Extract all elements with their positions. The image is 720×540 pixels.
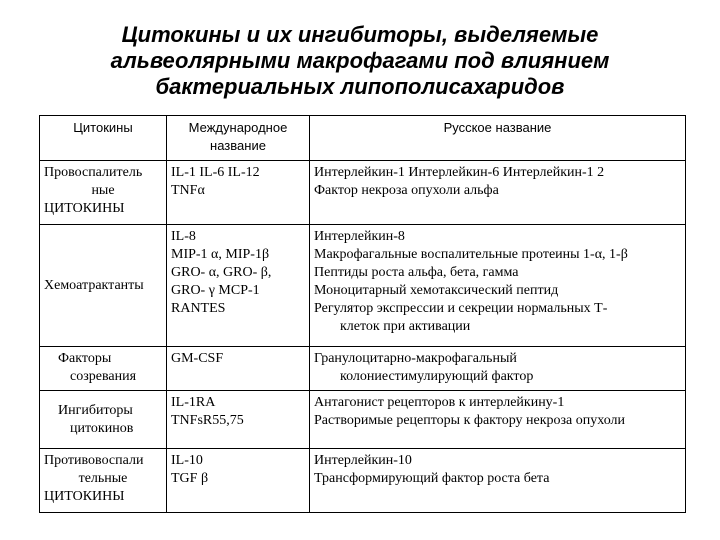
ru-name-line: Регулятор экспрессии и секреции нормальных Т- — [314, 301, 608, 316]
table-row — [40, 161, 686, 225]
ru-name-line: клеток при активации — [340, 319, 471, 334]
category-line: Факторы — [58, 351, 112, 366]
ru-name-cell — [310, 161, 686, 225]
category-cell — [40, 449, 167, 513]
intl-name-cell — [167, 449, 310, 513]
category-line: Провоспалитель — [44, 165, 143, 180]
title-line-2: альвеолярными макрофагами под влиянием — [110, 48, 610, 73]
intl-name-line: IL-8 — [171, 229, 196, 244]
intl-name-cell — [167, 391, 310, 449]
category-cell — [40, 347, 167, 391]
ru-name-line: Трансформирующий фактор роста бета — [314, 471, 550, 486]
intl-name-line: GRO- α, GRO- β, — [171, 265, 272, 280]
header-cytokines: Цитокины — [40, 116, 167, 161]
intl-name-line: GRO- γ MCP-1 — [171, 283, 260, 298]
category-line: Противовоспали — [44, 453, 144, 468]
category-line: ные — [91, 183, 115, 198]
intl-name-line: GM-CSF — [171, 351, 224, 366]
ru-name-line: Растворимые рецепторы к фактору некроза опухоли — [314, 413, 626, 428]
ru-name-line: Макрофагальные воспалительные протеины 1-α, 1-β — [314, 247, 628, 262]
header-international-name-line-1: Международное — [188, 120, 288, 135]
category-cell — [40, 391, 167, 449]
ru-name-line: колониестимулирующий фактор — [340, 369, 534, 384]
intl-name-line: TNFα — [171, 183, 205, 198]
category-line: созревания — [70, 369, 137, 384]
header-international-name-line-2: название — [210, 138, 266, 153]
intl-name-line: IL-1RA — [171, 395, 216, 410]
category-cell — [40, 225, 167, 347]
table-header-row — [40, 116, 686, 161]
ru-name-line: Гранулоцитарно-макрофагальный — [314, 351, 517, 366]
ru-name-line: Интерлейкин-10 — [314, 453, 412, 468]
table-row — [40, 225, 686, 347]
intl-name-line: RANTES — [171, 301, 226, 316]
header-international-name — [167, 116, 310, 161]
intl-name-line: IL-10 — [171, 453, 203, 468]
intl-name-line: MIP-1 α, MIP-1β — [171, 247, 270, 262]
title-line-3: бактериальных липополисахаридов — [155, 74, 565, 99]
intl-name-cell — [167, 225, 310, 347]
category-line: Ингибиторы — [58, 402, 133, 418]
category-line: цитокинов — [70, 420, 134, 436]
ru-name-line: Интерлейкин-1 Интерлейкин-6 Интерлейкин-1 2 — [314, 165, 605, 180]
ru-name-line: Антагонист рецепторов к интерлейкину-1 — [314, 395, 565, 410]
cytokines-table — [39, 115, 686, 513]
table-row — [40, 391, 686, 449]
category-line: тельные — [78, 471, 128, 486]
category-line: Хемоатрактанты — [44, 277, 144, 293]
intl-name-cell — [167, 161, 310, 225]
ru-name-line: Пептиды роста альфа, бета, гамма — [314, 265, 519, 280]
ru-name-cell — [310, 347, 686, 391]
ru-name-cell — [310, 391, 686, 449]
title-line-1: Цитокины и их ингибиторы, выделяемые — [121, 22, 599, 47]
intl-name-cell — [167, 347, 310, 391]
table-row — [40, 347, 686, 391]
category-line: ЦИТОКИНЫ — [44, 489, 125, 504]
category-cell — [40, 161, 167, 225]
category-line: ЦИТОКИНЫ — [44, 201, 125, 216]
table-row — [40, 449, 686, 513]
ru-name-line: Интерлейкин-8 — [314, 229, 405, 244]
ru-name-cell — [310, 225, 686, 347]
slide-title — [0, 22, 720, 100]
intl-name-line: TNFsR55,75 — [171, 413, 244, 428]
header-russian-name: Русское название — [310, 116, 686, 161]
ru-name-cell — [310, 449, 686, 513]
ru-name-line: Моноцитарный хемотаксический пептид — [314, 283, 559, 298]
ru-name-line: Фактор некроза опухоли альфа — [314, 183, 499, 198]
intl-name-line: IL-1 IL-6 IL-12 — [171, 165, 260, 180]
intl-name-line: TGF β — [171, 471, 209, 486]
